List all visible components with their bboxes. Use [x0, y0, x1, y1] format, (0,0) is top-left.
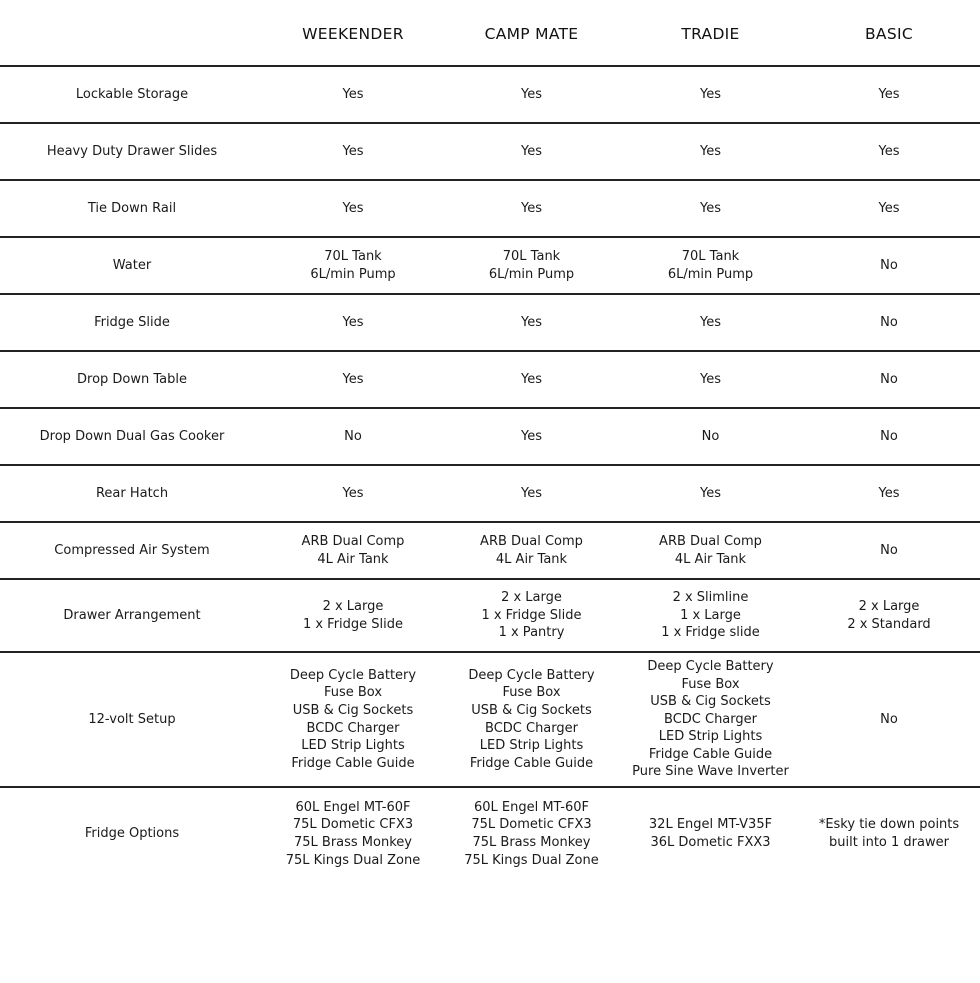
cell-weekender: Yes: [342, 485, 364, 501]
table-row: [0, 295, 980, 352]
cell-basic: Yes: [878, 143, 900, 159]
cell-basic: No: [880, 711, 898, 727]
cell-weekender: 2 x Large 1 x Fridge Slide: [302, 598, 404, 632]
cell-basic: Yes: [878, 485, 900, 501]
cell-weekender: Yes: [342, 371, 364, 387]
cell-weekender: Yes: [342, 143, 364, 159]
cell-camp-mate: 2 x Large 1 x Fridge Slide 1 x Pantry: [481, 590, 582, 641]
cell-weekender: Yes: [342, 86, 364, 102]
cell-basic: No: [880, 257, 898, 273]
header-feature: [0, 0, 264, 67]
cell-weekender: Deep Cycle Battery Fuse Box USB & Cig Sockets BCDC Charger LED Strip Lights Fridge Cable Guide: [289, 667, 417, 771]
cell-basic: No: [880, 428, 898, 444]
cell-camp-mate: Yes: [521, 371, 542, 387]
cell-camp-mate: Yes: [521, 86, 542, 102]
row-label: Fridge Slide: [94, 314, 170, 330]
cell-tradie: No: [701, 428, 720, 444]
row-label: Fridge Options: [84, 826, 180, 842]
table-row: [0, 124, 980, 181]
cell-tradie: 2 x Slimline 1 x Large 1 x Fridge slide: [661, 590, 760, 641]
cell-basic: No: [880, 314, 898, 330]
table-row: [0, 523, 980, 580]
cell-camp-mate: Yes: [521, 485, 542, 501]
row-label: Water: [112, 257, 152, 273]
cell-tradie: 32L Engel MT-V35F 36L Dometic FXX3: [648, 817, 773, 850]
header-tradie: TRADIE: [681, 24, 740, 43]
cell-tradie: Yes: [700, 200, 721, 216]
cell-camp-mate: Yes: [521, 200, 542, 216]
cell-tradie: Yes: [700, 314, 721, 330]
row-label: Drop Down Dual Gas Cooker: [39, 428, 225, 444]
cell-tradie: Yes: [700, 86, 721, 102]
cell-tradie: Deep Cycle Battery Fuse Box USB & Cig Sockets BCDC Charger LED Strip Lights Fridge Cable Guide Pure Sine Wave Inverter: [632, 658, 789, 780]
cell-camp-mate: 60L Engel MT-60F 75L Dometic CFX3 75L Brass Monkey 75L Kings Dual Zone: [464, 799, 599, 868]
table-row: [0, 466, 980, 523]
cell-tradie: Yes: [700, 371, 721, 387]
cell-basic: Yes: [878, 86, 900, 102]
cell-basic: *Esky tie down points built into 1 drawer: [818, 817, 960, 850]
table-row: [0, 67, 980, 124]
cell-camp-mate: ARB Dual Comp 4L Air Tank: [480, 533, 583, 567]
row-label: 12-volt Setup: [88, 711, 176, 727]
cell-camp-mate: Yes: [521, 314, 542, 330]
row-label: Rear Hatch: [95, 485, 169, 501]
table-row: [0, 580, 980, 653]
cell-basic: No: [880, 371, 898, 387]
cell-tradie: 70L Tank 6L/min Pump: [667, 248, 754, 282]
row-label: Tie Down Rail: [87, 200, 177, 216]
cell-weekender: Yes: [342, 314, 364, 330]
row-label: Heavy Duty Drawer Slides: [46, 143, 218, 159]
cell-weekender: ARB Dual Comp 4L Air Tank: [301, 533, 405, 567]
table-row: [0, 238, 980, 295]
row-label: Drawer Arrangement: [63, 607, 201, 623]
header-weekender: WEEKENDER: [302, 24, 404, 43]
cell-basic: No: [880, 542, 898, 558]
table-row: [0, 181, 980, 238]
header-basic: BASIC: [865, 24, 913, 43]
cell-tradie: ARB Dual Comp 4L Air Tank: [659, 533, 762, 567]
cell-weekender: No: [344, 428, 362, 444]
row-label: Compressed Air System: [54, 542, 210, 558]
cell-weekender: 60L Engel MT-60F 75L Dometic CFX3 75L Brass Monkey 75L Kings Dual Zone: [285, 799, 421, 868]
cell-weekender: 70L Tank 6L/min Pump: [310, 248, 396, 282]
cell-camp-mate: 70L Tank 6L/min Pump: [488, 248, 575, 282]
header-camp-mate: CAMP MATE: [484, 24, 579, 43]
table-row: [0, 653, 980, 788]
cell-basic: Yes: [878, 200, 900, 216]
cell-weekender: Yes: [342, 200, 364, 216]
row-label: Lockable Storage: [75, 86, 189, 102]
table-row: [0, 352, 980, 409]
table-row: [0, 788, 980, 880]
table-row: [0, 409, 980, 466]
cell-tradie: Yes: [700, 143, 721, 159]
cell-basic: 2 x Large 2 x Standard: [847, 598, 931, 632]
header-row: [0, 0, 980, 67]
cell-camp-mate: Yes: [521, 143, 542, 159]
cell-camp-mate: Yes: [521, 428, 542, 444]
cell-tradie: Yes: [700, 485, 721, 501]
row-label: Drop Down Table: [77, 371, 187, 387]
cell-camp-mate: Deep Cycle Battery Fuse Box USB & Cig Sockets BCDC Charger LED Strip Lights Fridge Cable Guide: [468, 667, 595, 771]
